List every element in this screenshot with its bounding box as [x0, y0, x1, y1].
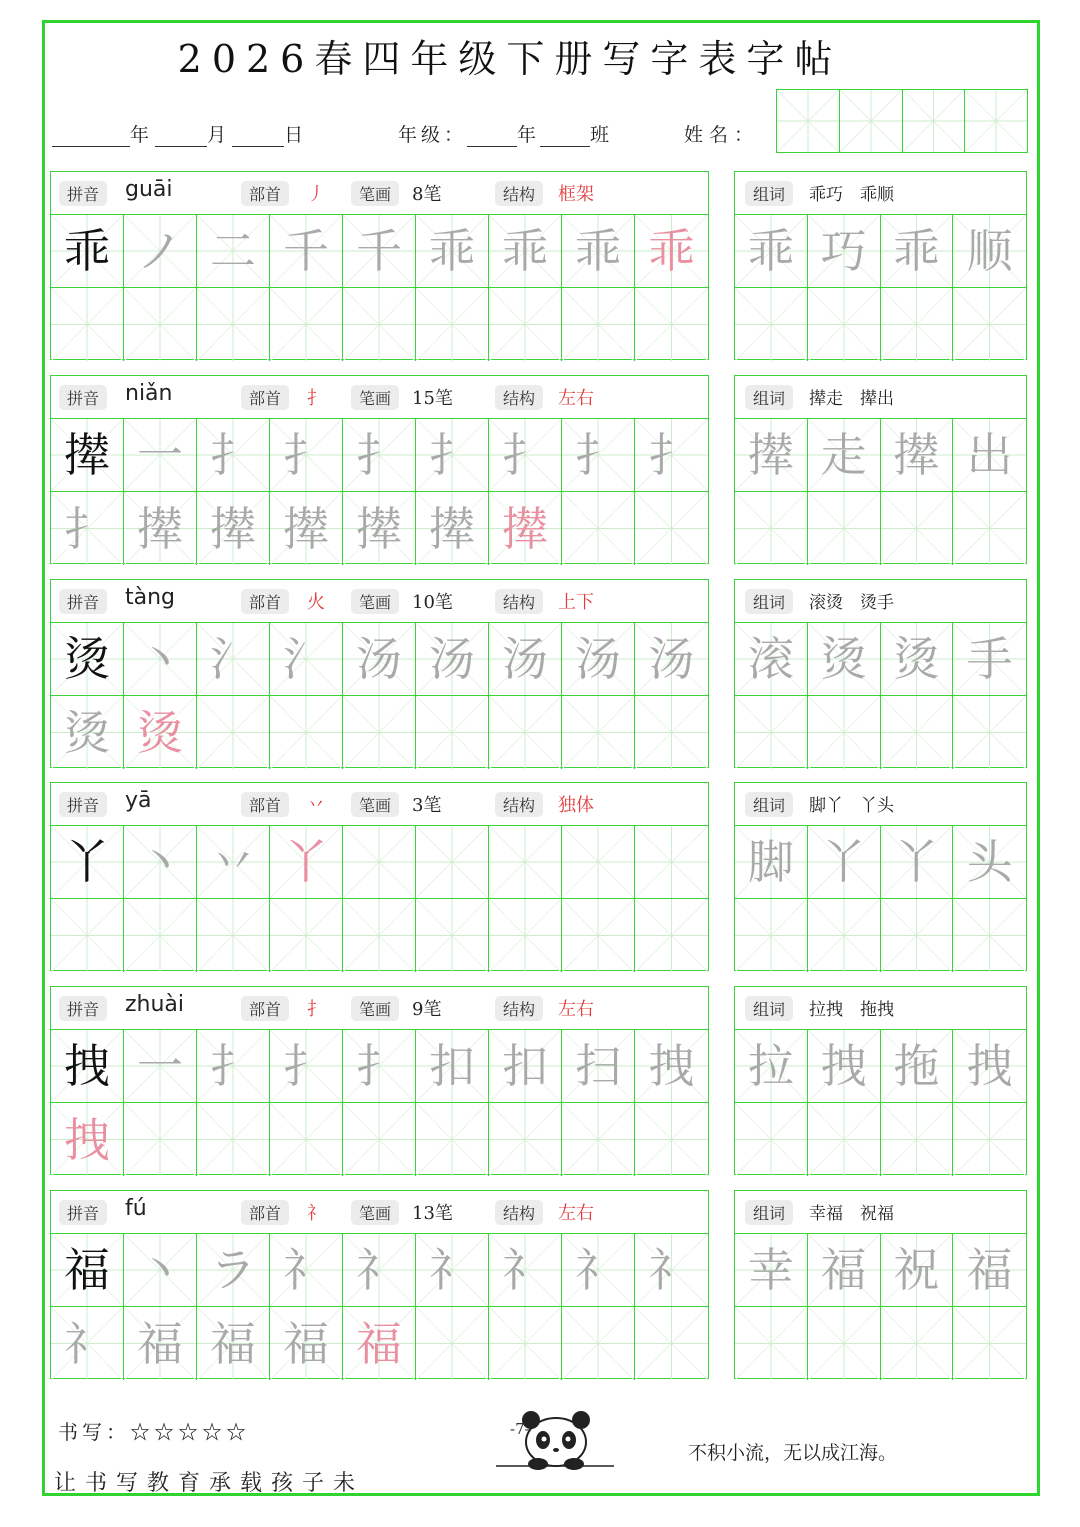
word-trace-cell[interactable]: 走 — [808, 419, 881, 492]
word-trace-cell[interactable]: 拽 — [808, 1030, 881, 1103]
words-tag: 组词 — [745, 996, 793, 1021]
year-blank[interactable] — [52, 126, 130, 147]
strokes-value: 8笔 — [412, 184, 442, 205]
rating-label: 书写：☆☆☆☆☆ — [58, 1420, 250, 1444]
day-unit: 日 — [284, 124, 304, 146]
name-grid[interactable] — [776, 89, 1028, 153]
strokes-value: 15笔 — [412, 388, 453, 409]
structure-value: 独体 — [558, 795, 594, 816]
stroke-step-cell[interactable]: 拽 — [51, 1103, 124, 1176]
stroke-step-cell[interactable]: 乖 — [635, 215, 708, 288]
word-trace-cell[interactable]: 烫 — [808, 623, 881, 696]
words-info-row — [735, 987, 1026, 1030]
pinyin-value: niǎn — [125, 381, 173, 406]
strokes-tag: 笔画 — [351, 181, 399, 206]
pinyin-tag: 拼音 — [59, 1200, 107, 1225]
model-char[interactable]: 烫 — [51, 623, 124, 696]
blank-practice-cell[interactable] — [489, 1307, 562, 1380]
date-line — [52, 120, 303, 147]
grade-line — [398, 120, 613, 147]
strokes-value: 10笔 — [412, 592, 453, 613]
stroke-step-cell[interactable]: 丶 — [124, 623, 197, 696]
stroke-step-cell[interactable]: 福 — [343, 1307, 416, 1380]
words-value: 乖巧 乖顺 — [809, 185, 894, 205]
words-value: 撵走 撵出 — [809, 389, 894, 409]
radical-tag: 部首 — [241, 385, 289, 410]
word-trace-cell[interactable]: 滚 — [735, 623, 808, 696]
strokes-tag: 笔画 — [351, 589, 399, 614]
stroke-step-cell[interactable]: 扌 — [197, 1030, 270, 1103]
blank-word-cell[interactable] — [881, 1103, 954, 1176]
blank-practice-cell[interactable] — [197, 288, 270, 361]
words-block-3 — [734, 579, 1027, 768]
word-trace-cell[interactable]: 顺 — [953, 215, 1026, 288]
stroke-step-cell[interactable]: 乖 — [562, 215, 635, 288]
blank-practice-cell[interactable] — [197, 899, 270, 972]
stroke-step-cell[interactable]: 扌 — [343, 419, 416, 492]
blank-practice-cell[interactable] — [51, 288, 124, 361]
words-grid — [735, 826, 1026, 972]
practice-grid — [51, 1234, 708, 1380]
blank-practice-cell[interactable] — [489, 696, 562, 769]
blank-practice-cell[interactable] — [270, 696, 343, 769]
char-info-row — [51, 376, 708, 419]
words-tag: 组词 — [745, 1200, 793, 1225]
radical-tag: 部首 — [241, 996, 289, 1021]
blank-practice-cell[interactable] — [124, 899, 197, 972]
words-info-row — [735, 376, 1026, 419]
word-trace-cell[interactable]: 撵 — [881, 419, 954, 492]
stroke-step-cell[interactable]: 福 — [197, 1307, 270, 1380]
structure-value: 左右 — [558, 1203, 594, 1224]
stroke-step-cell[interactable]: 汤 — [635, 623, 708, 696]
blank-practice-cell[interactable] — [416, 288, 489, 361]
stroke-step-cell[interactable]: 扌 — [562, 419, 635, 492]
stroke-step-cell[interactable]: 扌 — [635, 419, 708, 492]
stroke-step-cell[interactable]: 氵 — [197, 623, 270, 696]
stroke-step-cell[interactable]: 扣 — [416, 1030, 489, 1103]
words-tag: 组词 — [745, 792, 793, 817]
words-block-4 — [734, 782, 1027, 971]
word-trace-cell[interactable]: 撵 — [735, 419, 808, 492]
blank-practice-cell[interactable] — [416, 899, 489, 972]
month-unit: 月 — [207, 124, 227, 146]
words-grid — [735, 419, 1026, 565]
blank-word-cell[interactable] — [735, 1103, 808, 1176]
practice-grid — [51, 826, 708, 972]
blank-word-cell[interactable] — [808, 492, 881, 565]
blank-practice-cell[interactable] — [562, 288, 635, 361]
blank-practice-cell[interactable] — [562, 899, 635, 972]
blank-practice-cell[interactable] — [635, 826, 708, 899]
radical-tag: 部首 — [241, 792, 289, 817]
name-label: 姓名： — [684, 124, 760, 146]
blank-practice-cell[interactable] — [416, 1307, 489, 1380]
stroke-step-cell[interactable]: 千 — [270, 215, 343, 288]
blank-word-cell[interactable] — [953, 696, 1026, 769]
quote: 不积小流，无以成江海。 — [688, 1442, 898, 1464]
word-trace-cell[interactable]: 烫 — [881, 623, 954, 696]
radical-value: 丿 — [307, 184, 325, 205]
radical-value: 礻 — [307, 1203, 325, 1224]
blank-practice-cell[interactable] — [635, 899, 708, 972]
blank-word-cell[interactable] — [953, 899, 1026, 972]
words-value: 幸福 祝福 — [809, 1204, 894, 1224]
stroke-step-cell[interactable]: 礻 — [270, 1234, 343, 1307]
blank-practice-cell[interactable] — [270, 899, 343, 972]
blank-practice-cell[interactable] — [343, 696, 416, 769]
stroke-step-cell[interactable]: 扌 — [343, 1030, 416, 1103]
words-block-1 — [734, 171, 1027, 360]
word-trace-cell[interactable]: 丫 — [808, 826, 881, 899]
word-trace-cell[interactable]: 巧 — [808, 215, 881, 288]
stroke-step-cell[interactable]: 扌 — [197, 419, 270, 492]
blank-practice-cell[interactable] — [124, 288, 197, 361]
blank-practice-cell[interactable] — [343, 899, 416, 972]
stroke-step-cell[interactable]: 扌 — [51, 492, 124, 565]
pinyin-tag: 拼音 — [59, 589, 107, 614]
word-trace-cell[interactable]: 拖 — [881, 1030, 954, 1103]
blank-word-cell[interactable] — [735, 1307, 808, 1380]
stroke-step-cell[interactable]: 乖 — [416, 215, 489, 288]
structure-tag: 结构 — [495, 792, 543, 817]
practice-grid — [51, 215, 708, 361]
blank-practice-cell[interactable] — [197, 1103, 270, 1176]
blank-word-cell[interactable] — [953, 288, 1026, 361]
grade-label: 年级： — [398, 124, 468, 146]
stroke-step-cell[interactable]: 撵 — [270, 492, 343, 565]
words-grid — [735, 1234, 1026, 1380]
char-info-row — [51, 172, 708, 215]
grade-blank[interactable] — [467, 126, 517, 147]
practice-grid — [51, 623, 708, 769]
blank-word-cell[interactable] — [808, 288, 881, 361]
stroke-step-cell[interactable]: 撵 — [197, 492, 270, 565]
word-trace-cell[interactable]: 祝 — [881, 1234, 954, 1307]
blank-practice-cell[interactable] — [489, 1103, 562, 1176]
stroke-step-cell[interactable]: ノ — [124, 215, 197, 288]
pinyin-value: yā — [125, 788, 152, 813]
strokes-tag: 笔画 — [351, 385, 399, 410]
stroke-step-cell[interactable]: 丷 — [197, 826, 270, 899]
char-info-row — [51, 1191, 708, 1234]
blank-word-cell[interactable] — [808, 1307, 881, 1380]
stroke-step-cell[interactable]: 礻 — [343, 1234, 416, 1307]
class-blank[interactable] — [540, 126, 590, 147]
word-trace-cell[interactable]: 福 — [808, 1234, 881, 1307]
stroke-step-cell[interactable]: 福 — [124, 1307, 197, 1380]
blank-practice-cell[interactable] — [270, 1103, 343, 1176]
words-info-row — [735, 580, 1026, 623]
stroke-step-cell[interactable]: 一 — [124, 419, 197, 492]
blank-practice-cell[interactable] — [343, 288, 416, 361]
blank-practice-cell[interactable] — [489, 826, 562, 899]
structure-value: 上下 — [558, 592, 594, 613]
words-grid — [735, 623, 1026, 769]
blank-practice-cell[interactable] — [124, 1103, 197, 1176]
structure-tag: 结构 — [495, 385, 543, 410]
strokes-value: 9笔 — [412, 999, 442, 1020]
strokes-value: 3笔 — [412, 795, 442, 816]
blank-word-cell[interactable] — [735, 899, 808, 972]
blank-practice-cell[interactable] — [562, 826, 635, 899]
radical-value: 扌 — [307, 999, 325, 1020]
stroke-step-cell[interactable]: 礻 — [489, 1234, 562, 1307]
pinyin-tag: 拼音 — [59, 996, 107, 1021]
stroke-step-cell[interactable]: 撵 — [416, 492, 489, 565]
word-trace-cell[interactable]: 头 — [953, 826, 1026, 899]
page-title: 2026春四年级下册写字表字帖 — [177, 37, 843, 81]
blank-word-cell[interactable] — [808, 899, 881, 972]
word-trace-cell[interactable]: 拽 — [953, 1030, 1026, 1103]
word-trace-cell[interactable]: 乖 — [735, 215, 808, 288]
char-block-1 — [50, 171, 709, 360]
words-block-2 — [734, 375, 1027, 564]
char-block-5 — [50, 986, 709, 1175]
stroke-step-cell[interactable]: 一 — [124, 1030, 197, 1103]
blank-practice-cell[interactable] — [635, 1103, 708, 1176]
words-grid — [735, 1030, 1026, 1176]
pinyin-value: zhuài — [125, 992, 185, 1017]
blank-practice-cell[interactable] — [270, 288, 343, 361]
blank-practice-cell[interactable] — [562, 492, 635, 565]
blank-practice-cell[interactable] — [489, 288, 562, 361]
strokes-tag: 笔画 — [351, 792, 399, 817]
strokes-value: 13笔 — [412, 1203, 453, 1224]
words-tag: 组词 — [745, 181, 793, 206]
blank-word-cell[interactable] — [881, 1307, 954, 1380]
word-trace-cell[interactable]: 拉 — [735, 1030, 808, 1103]
stroke-step-cell[interactable]: 礻 — [635, 1234, 708, 1307]
class-unit: 班 — [590, 124, 614, 146]
blank-practice-cell[interactable] — [562, 1307, 635, 1380]
words-block-6 — [734, 1190, 1027, 1379]
blank-practice-cell[interactable] — [635, 288, 708, 361]
blank-word-cell[interactable] — [953, 1307, 1026, 1380]
words-info-row — [735, 783, 1026, 826]
words-tag: 组词 — [745, 385, 793, 410]
stroke-step-cell[interactable]: 扌 — [489, 419, 562, 492]
word-trace-cell[interactable]: 出 — [953, 419, 1026, 492]
blank-practice-cell[interactable] — [343, 1103, 416, 1176]
stroke-step-cell[interactable]: 丫 — [270, 826, 343, 899]
stroke-step-cell[interactable]: 二 — [197, 215, 270, 288]
word-trace-cell[interactable]: 脚 — [735, 826, 808, 899]
words-value: 拉拽 拖拽 — [809, 1000, 894, 1020]
stroke-step-cell[interactable]: 拽 — [635, 1030, 708, 1103]
words-tag: 组词 — [745, 589, 793, 614]
practice-grid — [51, 1030, 708, 1176]
radical-value: 丷 — [307, 795, 325, 816]
stroke-step-cell[interactable]: 扌 — [416, 419, 489, 492]
blank-word-cell[interactable] — [808, 1103, 881, 1176]
blank-word-cell[interactable] — [735, 288, 808, 361]
pinyin-tag: 拼音 — [59, 385, 107, 410]
radical-tag: 部首 — [241, 181, 289, 206]
stroke-step-cell[interactable]: 撵 — [343, 492, 416, 565]
stroke-step-cell[interactable]: 丶 — [124, 826, 197, 899]
structure-tag: 结构 — [495, 589, 543, 614]
blank-word-cell[interactable] — [953, 1103, 1026, 1176]
day-blank[interactable] — [232, 126, 284, 147]
stroke-step-cell[interactable]: 丶 — [124, 1234, 197, 1307]
blank-practice-cell[interactable] — [489, 899, 562, 972]
stroke-step-cell[interactable]: 千 — [343, 215, 416, 288]
structure-value: 左右 — [558, 388, 594, 409]
char-info-row — [51, 987, 708, 1030]
stroke-step-cell[interactable]: ラ — [197, 1234, 270, 1307]
blank-practice-cell[interactable] — [635, 1307, 708, 1380]
year-unit: 年 — [130, 124, 150, 146]
char-block-4 — [50, 782, 709, 971]
structure-value: 左右 — [558, 999, 594, 1020]
blank-practice-cell[interactable] — [562, 696, 635, 769]
stroke-step-cell[interactable]: 氵 — [270, 623, 343, 696]
blank-word-cell[interactable] — [881, 696, 954, 769]
blank-word-cell[interactable] — [735, 492, 808, 565]
word-trace-cell[interactable]: 手 — [953, 623, 1026, 696]
grade-unit: 年 — [517, 124, 541, 146]
stroke-step-cell[interactable]: 扫 — [562, 1030, 635, 1103]
stroke-step-cell[interactable]: 撵 — [124, 492, 197, 565]
radical-value: 火 — [307, 592, 325, 613]
stroke-step-cell[interactable]: 汤 — [343, 623, 416, 696]
pinyin-tag: 拼音 — [59, 181, 107, 206]
pinyin-value: guāi — [125, 177, 173, 202]
blank-practice-cell[interactable] — [416, 1103, 489, 1176]
stroke-step-cell[interactable]: 烫 — [51, 696, 124, 769]
stroke-step-cell[interactable]: 乖 — [489, 215, 562, 288]
structure-tag: 结构 — [495, 181, 543, 206]
model-char[interactable]: 丫 — [51, 826, 124, 899]
model-char[interactable]: 乖 — [51, 215, 124, 288]
char-info-row — [51, 580, 708, 623]
model-char[interactable]: 拽 — [51, 1030, 124, 1103]
structure-value: 框架 — [558, 184, 594, 205]
pinyin-value: fú — [125, 1196, 147, 1221]
strokes-tag: 笔画 — [351, 996, 399, 1021]
blank-practice-cell[interactable] — [197, 696, 270, 769]
char-block-2 — [50, 375, 709, 564]
stroke-step-cell[interactable]: 烫 — [124, 696, 197, 769]
blank-practice-cell[interactable] — [635, 696, 708, 769]
stroke-step-cell[interactable]: 扌 — [270, 1030, 343, 1103]
blank-word-cell[interactable] — [881, 288, 954, 361]
blank-practice-cell[interactable] — [416, 696, 489, 769]
char-block-3 — [50, 579, 709, 768]
structure-tag: 结构 — [495, 1200, 543, 1225]
stroke-step-cell[interactable]: 福 — [270, 1307, 343, 1380]
words-info-row — [735, 1191, 1026, 1234]
stroke-step-cell[interactable]: 汤 — [416, 623, 489, 696]
words-value: 滚烫 烫手 — [809, 593, 894, 613]
blank-word-cell[interactable] — [953, 492, 1026, 565]
blank-practice-cell[interactable] — [416, 826, 489, 899]
word-trace-cell[interactable]: 乖 — [881, 215, 954, 288]
practice-grid — [51, 419, 708, 565]
blank-word-cell[interactable] — [881, 899, 954, 972]
model-char[interactable]: 撵 — [51, 419, 124, 492]
char-block-6 — [50, 1190, 709, 1379]
model-char[interactable]: 福 — [51, 1234, 124, 1307]
stroke-step-cell[interactable]: 扣 — [489, 1030, 562, 1103]
stroke-step-cell[interactable]: 礻 — [416, 1234, 489, 1307]
stroke-step-cell[interactable]: 汤 — [489, 623, 562, 696]
blank-word-cell[interactable] — [881, 492, 954, 565]
words-grid — [735, 215, 1026, 361]
slogan: 让书写教育承载孩子未 — [54, 1471, 365, 1496]
blank-word-cell[interactable] — [808, 696, 881, 769]
stroke-step-cell[interactable]: 撵 — [489, 492, 562, 565]
pinyin-tag: 拼音 — [59, 792, 107, 817]
month-blank[interactable] — [155, 126, 207, 147]
pinyin-value: tàng — [125, 585, 176, 610]
page-number: -7- — [510, 1420, 530, 1438]
radical-tag: 部首 — [241, 589, 289, 614]
words-block-5 — [734, 986, 1027, 1175]
stroke-step-cell[interactable]: 礻 — [562, 1234, 635, 1307]
structure-tag: 结构 — [495, 996, 543, 1021]
word-trace-cell[interactable]: 幸 — [735, 1234, 808, 1307]
blank-word-cell[interactable] — [735, 696, 808, 769]
radical-tag: 部首 — [241, 1200, 289, 1225]
radical-value: 扌 — [307, 388, 325, 409]
word-trace-cell[interactable]: 丫 — [881, 826, 954, 899]
stroke-step-cell[interactable]: 扌 — [270, 419, 343, 492]
word-trace-cell[interactable]: 福 — [953, 1234, 1026, 1307]
strokes-tag: 笔画 — [351, 1200, 399, 1225]
char-info-row — [51, 783, 708, 826]
stroke-step-cell[interactable]: 礻 — [51, 1307, 124, 1380]
blank-practice-cell[interactable] — [51, 899, 124, 972]
blank-practice-cell[interactable] — [635, 492, 708, 565]
blank-practice-cell[interactable] — [343, 826, 416, 899]
blank-practice-cell[interactable] — [562, 1103, 635, 1176]
words-info-row — [735, 172, 1026, 215]
stroke-step-cell[interactable]: 汤 — [562, 623, 635, 696]
words-value: 脚丫 丫头 — [809, 796, 894, 816]
